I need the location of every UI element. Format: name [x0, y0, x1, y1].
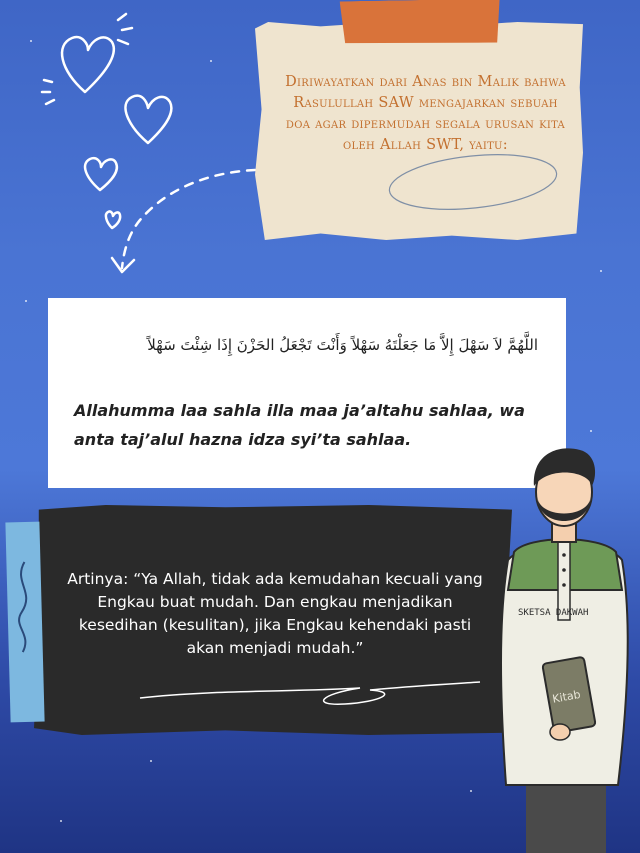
blue-tape	[5, 522, 44, 723]
shirt-badge: SKETSA DAKWAH	[518, 608, 589, 618]
note-text: Diriwayatkan dari Anas bin Malik bahwa Rasulullah SAW mengajarkan sebuah doa agar dipermudah segala urusan kita oleh Allah SWT, yaitu:	[285, 74, 566, 153]
meaning-text: Artinya: “Ya Allah, tidak ada kemudahan kecuali yang Engkau buat mudah. Dan engkau menjadikan kesedihan (kesulitan), jika Engkau kehendaki pasti akan menjadi mudah.”	[67, 570, 483, 657]
hearts-doodle-icon	[0, 0, 300, 300]
pen-circle-doodle-icon	[385, 150, 565, 214]
book-label: Kitab	[551, 687, 582, 706]
character-illustration	[488, 440, 640, 853]
orange-tape	[340, 0, 501, 45]
doa-latin: Allahumma laa sahla illa maa ja’altahu sahlaa, wa anta taj’alul hazna idza syi’ta sahlaa.	[74, 401, 525, 449]
doa-arabic: اللَّهُمَّ لاَ سَهْلَ إِلاَّ مَا جَعَلْتَهُ سَهْلاً وَأَنْتَ تَجْعَلُ الحَزْنَ إِذَا شِئْتَ سَهْلاً	[147, 336, 538, 354]
squiggle-doodle-icon	[5, 522, 44, 723]
underline-swirl-doodle-icon	[130, 672, 490, 712]
